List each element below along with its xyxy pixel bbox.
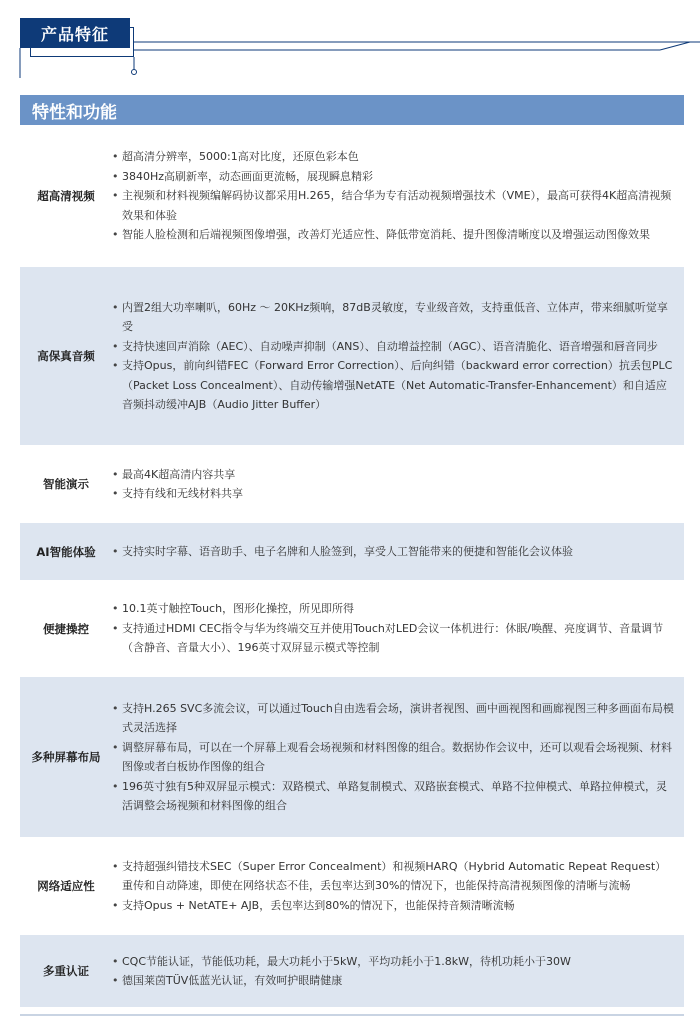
- section-title: 特性和功能: [32, 102, 117, 123]
- list-item: • 支持通过HDMI CEC指令与华为终端交互并使用Touch对LED会议一体机进行：休眠/唤醒、亮度调节、音量调节（含静音、音量大小）、196英寸双屏显示模式等控制: [112, 619, 674, 658]
- feature-row-hifi-audio: [20, 267, 684, 445]
- feature-label: AI智能体验: [36, 544, 96, 559]
- feature-row-ai-experience: [20, 523, 684, 580]
- feature-label: 网络适应性: [37, 879, 95, 893]
- section-tab-title: 产品特征: [20, 18, 130, 48]
- feature-label: 多重认证: [43, 964, 89, 978]
- list-item: • 支持超强纠错技术SEC（Super Error Concealment）和视频HARQ（Hybrid Automatic Repeat Request）重传和自动降速，即使在网络状态不佳，丢包率达到30%的情况下，也能保持高清视频图像的清晰与流畅: [112, 857, 674, 896]
- feature-label: 高保真音频: [37, 349, 95, 363]
- list-item: • 智能人脸检测和后端视频图像增强，改善灯光适应性、降低带宽消耗、提升图像清晰度以及增强运动图像效果: [112, 225, 674, 245]
- list-item: • 10.1英寸触控Touch，图形化操控，所见即所得: [112, 599, 674, 619]
- list-item: • CQC节能认证，节能低功耗，最大功耗小于5kW，平均功耗小于1.8kW，待机功耗小于30W: [112, 952, 674, 972]
- section-title-bar: [20, 95, 684, 125]
- feature-label: 便捷操控: [43, 621, 89, 636]
- list-item: • 196英寸独有5种双屏显示模式：双路模式、单路复制模式、双路嵌套模式、单路不拉伸模式、单路拉伸模式，灵活调整会场视频和材料图像的组合: [112, 777, 674, 816]
- feature-list: [112, 952, 684, 991]
- feature-list: [112, 147, 684, 245]
- list-item: • 支持H.265 SVC多流会议，可以通过Touch自由选看会场，演讲者视图、画中画视图和画廊视图三种多画面布局模式灵活选择: [112, 699, 674, 738]
- feature-list: [112, 599, 684, 658]
- feature-row-smart-presentation: [20, 445, 684, 523]
- list-item: • 3840Hz高刷新率，动态画面更流畅，展现瞬息精彩: [112, 167, 674, 187]
- list-item: • 支持有线和无线材料共享: [112, 484, 674, 504]
- list-item: • 支持实时字幕、语音助手、电子名牌和人脸签到，享受人工智能带来的便捷和智能化会议体验: [112, 542, 674, 562]
- bottom-divider: [20, 1014, 684, 1016]
- feature-row-uhd-video: [20, 125, 684, 267]
- feature-list: [112, 857, 684, 916]
- list-item: • 支持Opus，前向纠错FEC（Forward Error Correction）、后向纠错（backward error correction）抗丢包PLC（Packet Loss Concealment）、自动传输增强NetATE（Net Automatic-Transfer-Enhancement）和自适应音频抖动缓冲AJB（Audio Jitter Buffer）: [112, 356, 674, 415]
- list-item: • 超高清分辨率，5000:1高对比度，还原色彩本色: [112, 147, 674, 167]
- feature-list: [112, 298, 684, 415]
- list-item: • 主视频和材料视频编解码协议都采用H.265，结合华为专有活动视频增强技术（VME），最高可获得4K超高清视频效果和体验: [112, 186, 674, 225]
- list-item: • 德国莱茵TÜV低蓝光认证，有效呵护眼睛健康: [112, 971, 674, 991]
- feature-row-network-adaptability: [20, 837, 684, 935]
- list-item: • 最高4K超高清内容共享: [112, 465, 674, 485]
- feature-row-easy-control: [20, 580, 684, 677]
- feature-list: [112, 542, 684, 562]
- feature-row-certification: [20, 935, 684, 1007]
- list-item: • 支持Opus + NetATE+ AJB，丢包率达到80%的情况下，也能保持音频清晰流畅: [112, 896, 674, 916]
- feature-row-screen-layout: [20, 677, 684, 837]
- feature-label: 多种屏幕布局: [31, 750, 101, 764]
- feature-label: 超高清视频: [37, 189, 95, 203]
- feature-list: [112, 699, 684, 816]
- list-item: • 内置2组大功率喇叭，60Hz ～ 20KHz频响，87dB灵敏度，专业级音效，支持重低音、立体声，带来细腻听觉享受: [112, 298, 674, 337]
- feature-list: [112, 465, 684, 504]
- feature-table: [20, 125, 684, 1007]
- feature-label: 智能演示: [43, 477, 89, 491]
- list-item: • 调整屏幕布局，可以在一个屏幕上观看会场视频和材料图像的组合。数据协作会议中，还可以观看会场视频、材料图像或者白板协作图像的组合: [112, 738, 674, 777]
- list-item: • 支持快速回声消除（AEC）、自动噪声抑制（ANS）、自动增益控制（AGC）、语音清脆化、语音增强和唇音同步: [112, 337, 674, 357]
